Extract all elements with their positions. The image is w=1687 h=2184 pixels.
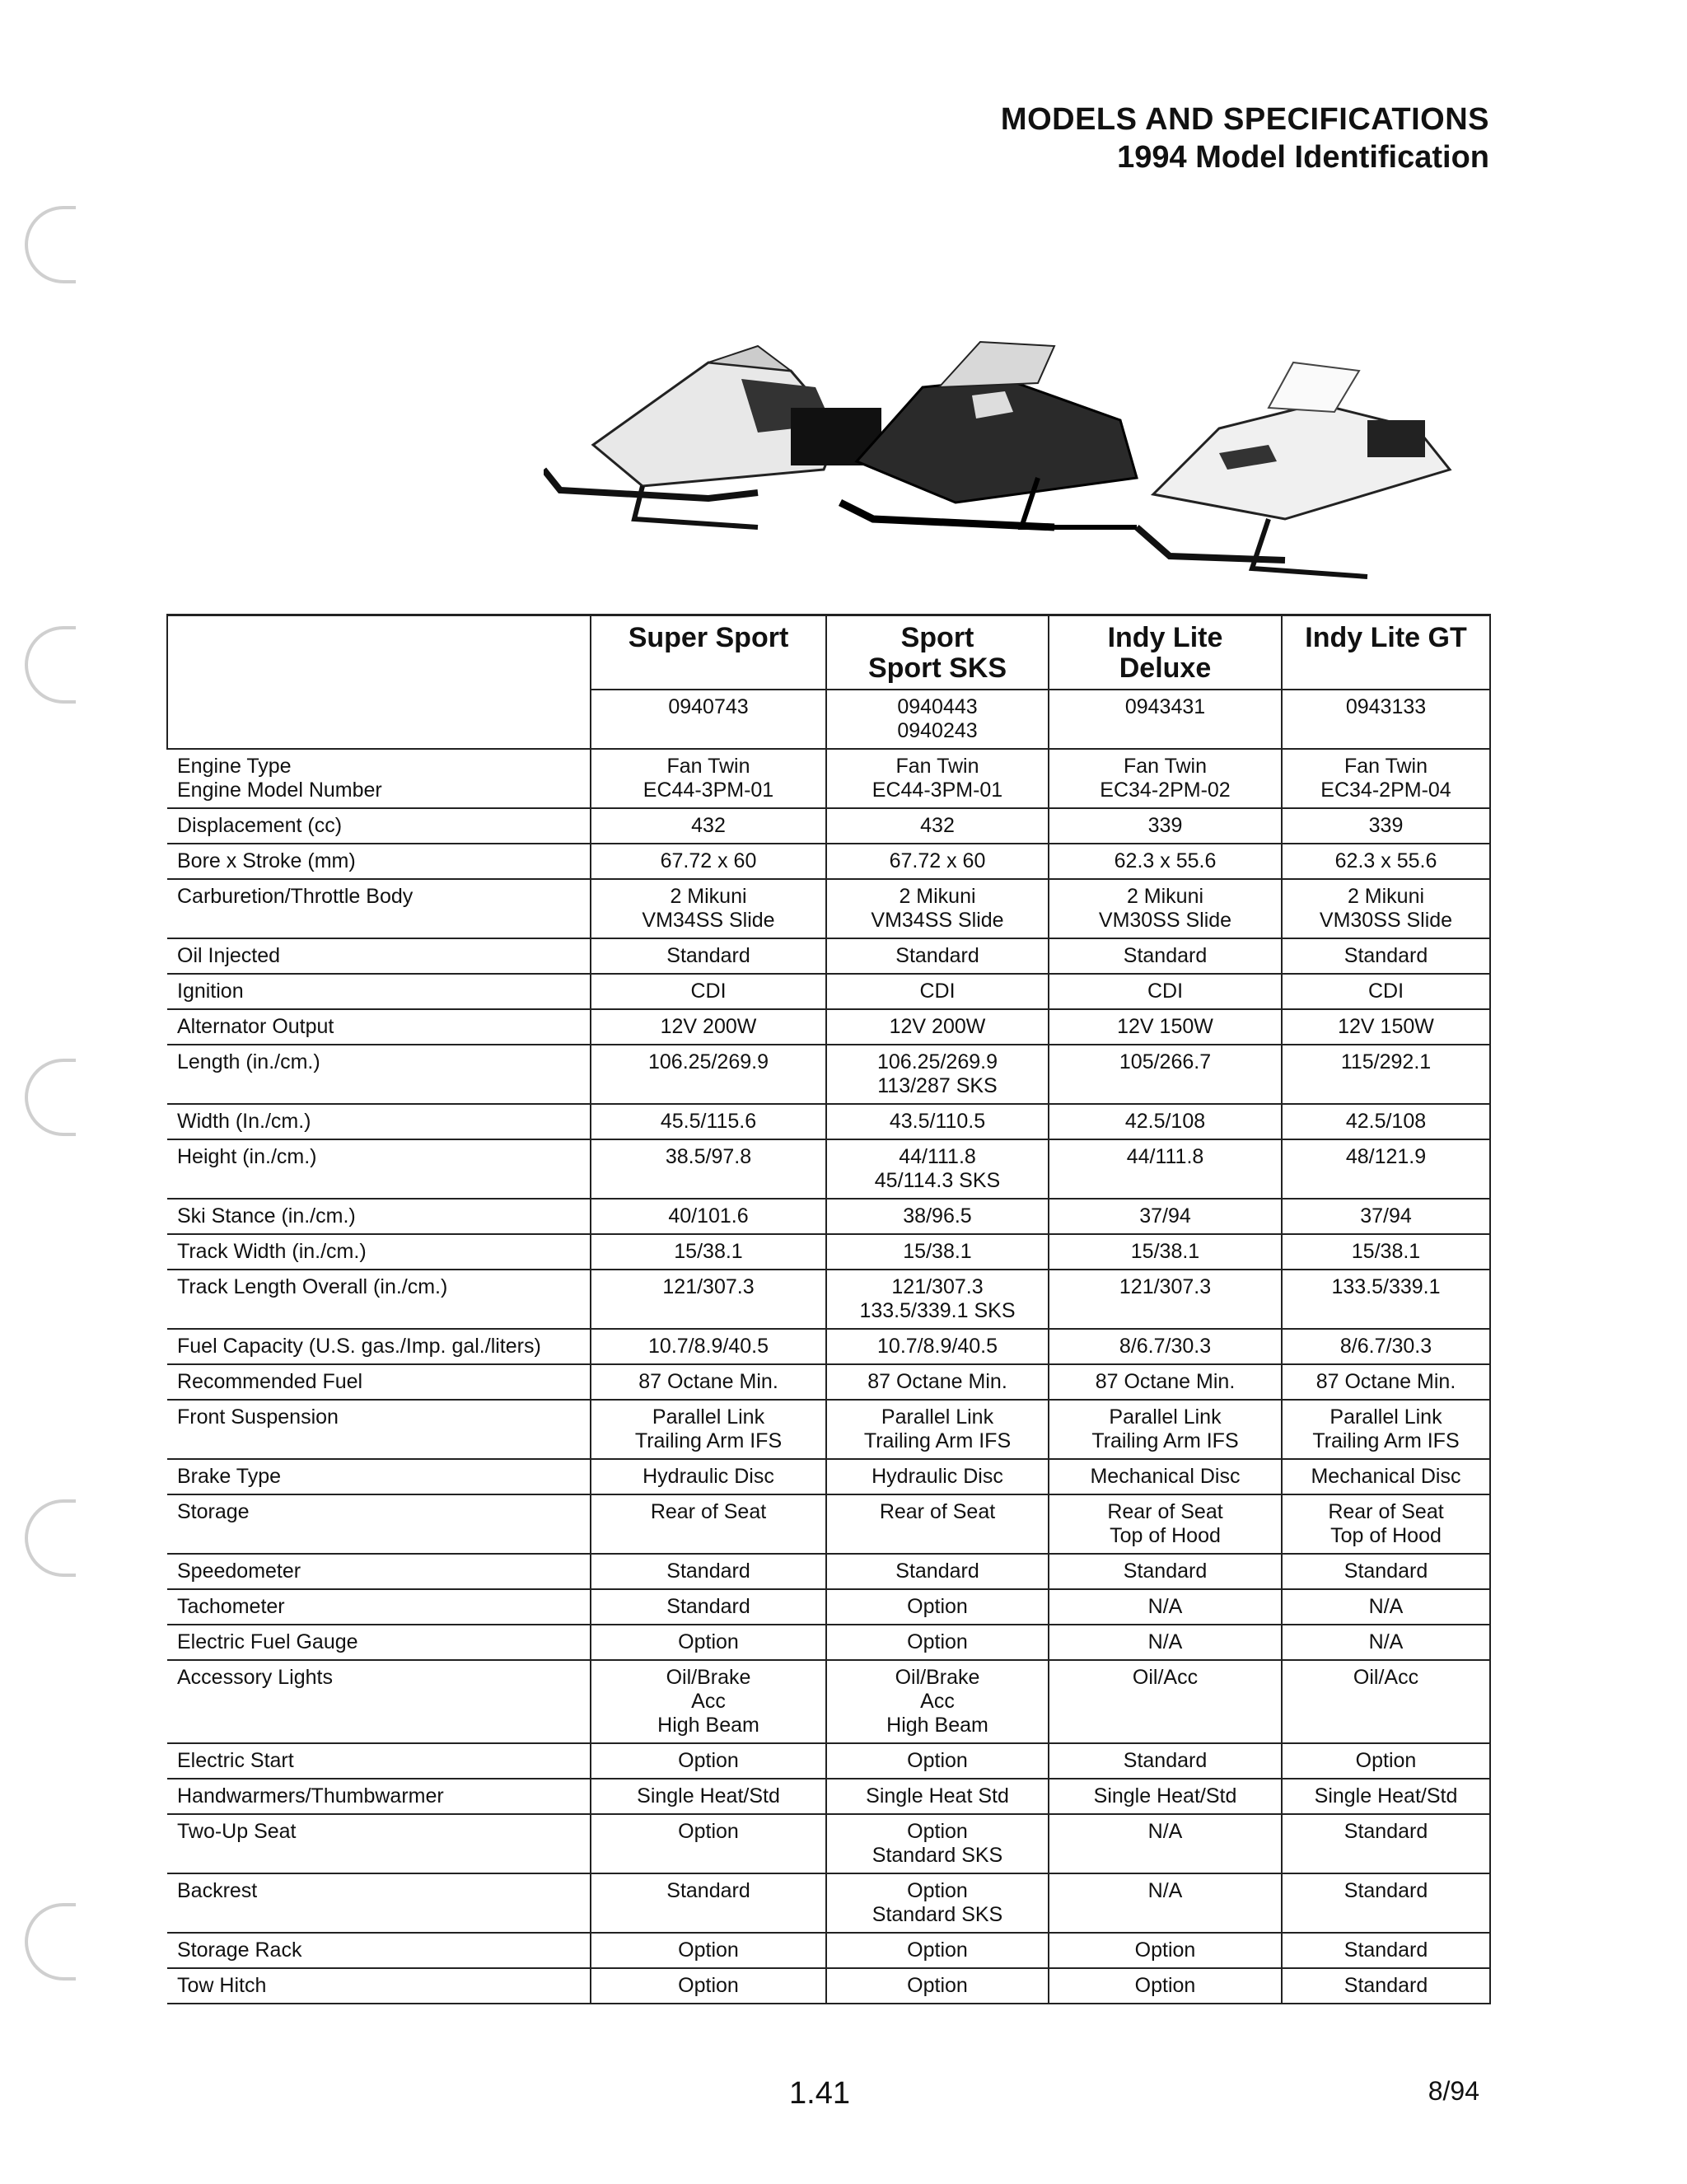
specifications-table bbox=[166, 614, 1491, 2004]
spec-value: Option Standard SKS bbox=[826, 1814, 1049, 1873]
spec-value: Standard bbox=[591, 1554, 826, 1589]
spec-label: Storage bbox=[167, 1494, 591, 1554]
spec-value: Option bbox=[591, 1743, 826, 1779]
spec-value: Standard bbox=[1049, 1554, 1282, 1589]
table-row bbox=[167, 1199, 1490, 1234]
spec-label: Two-Up Seat bbox=[167, 1814, 591, 1873]
spec-value: 67.72 x 60 bbox=[826, 844, 1049, 879]
spec-value: 133.5/339.1 bbox=[1282, 1270, 1490, 1329]
table-row bbox=[167, 1270, 1490, 1329]
spec-value: 12V 150W bbox=[1049, 1009, 1282, 1045]
spec-value: Rear of Seat Top of Hood bbox=[1282, 1494, 1490, 1554]
column-header: Sport Sport SKS bbox=[826, 615, 1049, 690]
snowmobile-super-sport-icon bbox=[544, 346, 881, 527]
binder-hole-icon bbox=[25, 1059, 76, 1136]
spec-value: 121/307.3 133.5/339.1 SKS bbox=[826, 1270, 1049, 1329]
spec-value: 12V 200W bbox=[826, 1009, 1049, 1045]
table-row bbox=[167, 749, 1490, 808]
spec-label: Track Length Overall (in./cm.) bbox=[167, 1270, 591, 1329]
spec-label: Speedometer bbox=[167, 1554, 591, 1589]
spec-value: Fan Twin EC44-3PM-01 bbox=[591, 749, 826, 808]
spec-value: 87 Octane Min. bbox=[826, 1364, 1049, 1400]
spec-value: Oil/Acc bbox=[1282, 1660, 1490, 1743]
spec-value: Parallel Link Trailing Arm IFS bbox=[826, 1400, 1049, 1459]
spec-value: N/A bbox=[1282, 1625, 1490, 1660]
table-row bbox=[167, 808, 1490, 844]
spec-value: 87 Octane Min. bbox=[591, 1364, 826, 1400]
table-row bbox=[167, 1045, 1490, 1104]
binder-hole-icon bbox=[25, 626, 76, 704]
spec-label: Tow Hitch bbox=[167, 1968, 591, 2004]
spec-value: 121/307.3 bbox=[1049, 1270, 1282, 1329]
spec-label: Carburetion/Throttle Body bbox=[167, 879, 591, 938]
binder-hole-icon bbox=[25, 1903, 76, 1981]
spec-value: 12V 150W bbox=[1282, 1009, 1490, 1045]
spec-value: Option bbox=[1049, 1933, 1282, 1968]
binder-hole-icon bbox=[25, 206, 76, 283]
table-corner-cell bbox=[167, 615, 591, 750]
spec-label: Recommended Fuel bbox=[167, 1364, 591, 1400]
spec-value: Rear of Seat Top of Hood bbox=[1049, 1494, 1282, 1554]
spec-label: Height (in./cm.) bbox=[167, 1139, 591, 1199]
spec-value: 42.5/108 bbox=[1049, 1104, 1282, 1139]
spec-value: N/A bbox=[1049, 1873, 1282, 1933]
spec-value: 15/38.1 bbox=[591, 1234, 826, 1270]
spec-value: Fan Twin EC44-3PM-01 bbox=[826, 749, 1049, 808]
spec-value: 44/111.8 45/114.3 SKS bbox=[826, 1139, 1049, 1199]
spec-label: Oil Injected bbox=[167, 938, 591, 974]
snowmobile-photo bbox=[544, 330, 1507, 585]
spec-value: 339 bbox=[1282, 808, 1490, 844]
table-row bbox=[167, 879, 1490, 938]
spec-value: 40/101.6 bbox=[591, 1199, 826, 1234]
spec-value: Single Heat Std bbox=[826, 1779, 1049, 1814]
snowmobile-indy-lite-icon bbox=[1137, 362, 1450, 577]
page-number: 1.41 bbox=[789, 2076, 850, 2111]
table-row bbox=[167, 1554, 1490, 1589]
spec-value: CDI bbox=[1282, 974, 1490, 1009]
table-row bbox=[167, 1625, 1490, 1660]
spec-value: 12V 200W bbox=[591, 1009, 826, 1045]
spec-value: Option bbox=[1049, 1968, 1282, 2004]
table-row bbox=[167, 1589, 1490, 1625]
spec-value: 37/94 bbox=[1049, 1199, 1282, 1234]
spec-value: Option bbox=[591, 1814, 826, 1873]
model-number-cell: 0943133 bbox=[1282, 690, 1490, 749]
spec-value: Mechanical Disc bbox=[1049, 1459, 1282, 1494]
spec-value: CDI bbox=[826, 974, 1049, 1009]
table-row bbox=[167, 1660, 1490, 1743]
spec-value: 8/6.7/30.3 bbox=[1282, 1329, 1490, 1364]
spec-value: 38.5/97.8 bbox=[591, 1139, 826, 1199]
spec-value: Option Standard SKS bbox=[826, 1873, 1049, 1933]
spec-value: Single Heat/Std bbox=[591, 1779, 826, 1814]
page-subtitle: 1994 Model Identification bbox=[1117, 140, 1489, 175]
spec-value: Option bbox=[826, 1968, 1049, 2004]
spec-label: Engine Type Engine Model Number bbox=[167, 749, 591, 808]
spec-value: 105/266.7 bbox=[1049, 1045, 1282, 1104]
table-row bbox=[167, 1364, 1490, 1400]
spec-label: Accessory Lights bbox=[167, 1660, 591, 1743]
spec-value: N/A bbox=[1049, 1814, 1282, 1873]
spec-label: Displacement (cc) bbox=[167, 808, 591, 844]
spec-value: 87 Octane Min. bbox=[1282, 1364, 1490, 1400]
spec-value: N/A bbox=[1049, 1625, 1282, 1660]
table-row bbox=[167, 1933, 1490, 1968]
model-number-cell: 0943431 bbox=[1049, 690, 1282, 749]
spec-label: Ignition bbox=[167, 974, 591, 1009]
table-header-row bbox=[167, 615, 1490, 690]
spec-value: 2 Mikuni VM30SS Slide bbox=[1282, 879, 1490, 938]
table-row bbox=[167, 1968, 1490, 2004]
spec-value: Parallel Link Trailing Arm IFS bbox=[1049, 1400, 1282, 1459]
spec-value: 62.3 x 55.6 bbox=[1049, 844, 1282, 879]
spec-value: Standard bbox=[1282, 938, 1490, 974]
spec-value: 2 Mikuni VM30SS Slide bbox=[1049, 879, 1282, 938]
spec-value: 15/38.1 bbox=[1282, 1234, 1490, 1270]
spec-value: Standard bbox=[1282, 1933, 1490, 1968]
spec-value: Mechanical Disc bbox=[1282, 1459, 1490, 1494]
spec-value: 432 bbox=[826, 808, 1049, 844]
spec-value: Option bbox=[591, 1968, 826, 2004]
spec-value: Rear of Seat bbox=[591, 1494, 826, 1554]
table-row bbox=[167, 1104, 1490, 1139]
spec-value: 10.7/8.9/40.5 bbox=[591, 1329, 826, 1364]
spec-label: Storage Rack bbox=[167, 1933, 591, 1968]
table-row bbox=[167, 974, 1490, 1009]
spec-value: 37/94 bbox=[1282, 1199, 1490, 1234]
spec-value: Standard bbox=[591, 938, 826, 974]
spec-value: Standard bbox=[826, 938, 1049, 974]
spec-value: Hydraulic Disc bbox=[826, 1459, 1049, 1494]
table-row bbox=[167, 1139, 1490, 1199]
spec-label: Fuel Capacity (U.S. gas./Imp. gal./liters) bbox=[167, 1329, 591, 1364]
spec-label: Length (in./cm.) bbox=[167, 1045, 591, 1104]
table-row bbox=[167, 1459, 1490, 1494]
spec-value: Fan Twin EC34-2PM-04 bbox=[1282, 749, 1490, 808]
spec-value: Hydraulic Disc bbox=[591, 1459, 826, 1494]
spec-value: 43.5/110.5 bbox=[826, 1104, 1049, 1139]
spec-label: Width (In./cm.) bbox=[167, 1104, 591, 1139]
spec-value: Oil/Brake Acc High Beam bbox=[826, 1660, 1049, 1743]
spec-label: Handwarmers/Thumbwarmer bbox=[167, 1779, 591, 1814]
spec-value: Standard bbox=[1282, 1873, 1490, 1933]
spec-value: Standard bbox=[1282, 1814, 1490, 1873]
model-number-cell: 0940743 bbox=[591, 690, 826, 749]
spec-label: Ski Stance (in./cm.) bbox=[167, 1199, 591, 1234]
spec-value: 2 Mikuni VM34SS Slide bbox=[591, 879, 826, 938]
column-header: Indy Lite Deluxe bbox=[1049, 615, 1282, 690]
spec-value: Fan Twin EC34-2PM-02 bbox=[1049, 749, 1282, 808]
spec-value: Standard bbox=[591, 1873, 826, 1933]
spec-value: Standard bbox=[591, 1589, 826, 1625]
spec-value: 115/292.1 bbox=[1282, 1045, 1490, 1104]
column-header: Super Sport bbox=[591, 615, 826, 690]
spec-value: 44/111.8 bbox=[1049, 1139, 1282, 1199]
spec-value: Parallel Link Trailing Arm IFS bbox=[1282, 1400, 1490, 1459]
page-header bbox=[1001, 101, 1489, 176]
table-row bbox=[167, 1234, 1490, 1270]
spec-value: 48/121.9 bbox=[1282, 1139, 1490, 1199]
spec-value: Option bbox=[591, 1625, 826, 1660]
spec-label: Bore x Stroke (mm) bbox=[167, 844, 591, 879]
spec-value: CDI bbox=[591, 974, 826, 1009]
spec-value: Option bbox=[1282, 1743, 1490, 1779]
table-row bbox=[167, 844, 1490, 879]
binder-hole-icon bbox=[25, 1499, 76, 1577]
spec-value: Option bbox=[826, 1743, 1049, 1779]
spec-value: Standard bbox=[1282, 1554, 1490, 1589]
spec-label: Track Width (in./cm.) bbox=[167, 1234, 591, 1270]
spec-value: 2 Mikuni VM34SS Slide bbox=[826, 879, 1049, 938]
spec-value: Standard bbox=[1282, 1968, 1490, 2004]
spec-value: 106.25/269.9 bbox=[591, 1045, 826, 1104]
spec-value: Single Heat/Std bbox=[1049, 1779, 1282, 1814]
spec-value: CDI bbox=[1049, 974, 1282, 1009]
spec-value: 106.25/269.9 113/287 SKS bbox=[826, 1045, 1049, 1104]
spec-value: 10.7/8.9/40.5 bbox=[826, 1329, 1049, 1364]
spec-value: Option bbox=[826, 1625, 1049, 1660]
table-row bbox=[167, 1743, 1490, 1779]
spec-label: Tachometer bbox=[167, 1589, 591, 1625]
spec-value: 121/307.3 bbox=[591, 1270, 826, 1329]
spec-label: Alternator Output bbox=[167, 1009, 591, 1045]
spec-value: Standard bbox=[1049, 938, 1282, 974]
spec-value: Rear of Seat bbox=[826, 1494, 1049, 1554]
table-row bbox=[167, 1329, 1490, 1364]
table-row bbox=[167, 1873, 1490, 1933]
table-row bbox=[167, 1494, 1490, 1554]
table-row bbox=[167, 1779, 1490, 1814]
spec-value: N/A bbox=[1282, 1589, 1490, 1625]
spec-value: 15/38.1 bbox=[1049, 1234, 1282, 1270]
spec-value: Standard bbox=[826, 1554, 1049, 1589]
spec-value: Oil/Brake Acc High Beam bbox=[591, 1660, 826, 1743]
spec-value: N/A bbox=[1049, 1589, 1282, 1625]
spec-label: Brake Type bbox=[167, 1459, 591, 1494]
spec-value: 45.5/115.6 bbox=[591, 1104, 826, 1139]
spec-value: 15/38.1 bbox=[826, 1234, 1049, 1270]
column-header: Indy Lite GT bbox=[1282, 615, 1490, 690]
spec-value: 432 bbox=[591, 808, 826, 844]
spec-value: Parallel Link Trailing Arm IFS bbox=[591, 1400, 826, 1459]
spec-value: Standard bbox=[1049, 1743, 1282, 1779]
spec-value: 339 bbox=[1049, 808, 1282, 844]
spec-label: Electric Fuel Gauge bbox=[167, 1625, 591, 1660]
table-row bbox=[167, 1814, 1490, 1873]
spec-value: 67.72 x 60 bbox=[591, 844, 826, 879]
table-row bbox=[167, 1400, 1490, 1459]
spec-value: Single Heat/Std bbox=[1282, 1779, 1490, 1814]
spec-label: Backrest bbox=[167, 1873, 591, 1933]
model-number-cell: 0940443 0940243 bbox=[826, 690, 1049, 749]
spec-value: 8/6.7/30.3 bbox=[1049, 1329, 1282, 1364]
spec-label: Front Suspension bbox=[167, 1400, 591, 1459]
spec-value: 62.3 x 55.6 bbox=[1282, 844, 1490, 879]
spec-value: Option bbox=[591, 1933, 826, 1968]
spec-value: 38/96.5 bbox=[826, 1199, 1049, 1234]
page-title: MODELS AND SPECIFICATIONS bbox=[1000, 102, 1489, 137]
spec-value: Oil/Acc bbox=[1049, 1660, 1282, 1743]
table-row bbox=[167, 938, 1490, 974]
table-row bbox=[167, 1009, 1490, 1045]
revision-date: 8/94 bbox=[1428, 2076, 1479, 2106]
spec-value: 87 Octane Min. bbox=[1049, 1364, 1282, 1400]
snowmobile-sport-icon bbox=[840, 342, 1137, 527]
spec-label: Electric Start bbox=[167, 1743, 591, 1779]
spec-value: Option bbox=[826, 1589, 1049, 1625]
spec-value: Option bbox=[826, 1933, 1049, 1968]
spec-value: 42.5/108 bbox=[1282, 1104, 1490, 1139]
